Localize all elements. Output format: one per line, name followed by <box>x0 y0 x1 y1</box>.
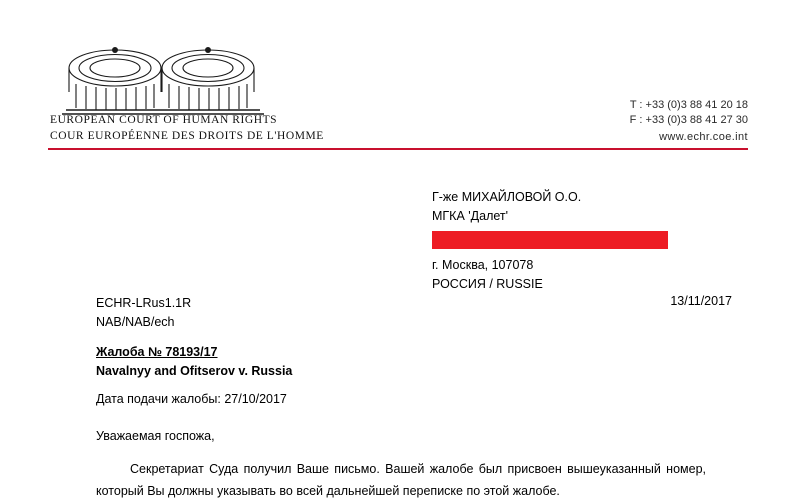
phone-line: T : +33 (0)3 88 41 20 18 <box>629 99 748 111</box>
fax-line: F : +33 (0)3 88 41 27 30 <box>629 114 748 126</box>
redaction-bar <box>432 231 668 249</box>
echr-court-building-logo <box>48 30 288 122</box>
case-filing-date: Дата подачи жалобы: 27/10/2017 <box>96 392 287 406</box>
header-divider <box>48 148 748 150</box>
reference-initials: NAB/NAB/ech <box>96 315 175 329</box>
letter-date: 13/11/2017 <box>670 294 732 308</box>
organisation-names <box>50 112 350 144</box>
addressee-city: г. Москва, 107078 <box>432 258 534 272</box>
case-block <box>96 343 292 381</box>
org-name-fr: COUR EUROPÉENNE DES DROITS DE L'HOMME <box>50 130 324 142</box>
addressee-block <box>432 188 668 294</box>
org-name-en: EUROPEAN COURT OF HUMAN RIGHTS <box>50 114 278 126</box>
website-line: www.echr.coe.int <box>659 131 748 143</box>
addressee-organisation: МГКА 'Далет' <box>432 209 509 223</box>
reference-code: ECHR-LRus1.1R <box>96 296 192 310</box>
contact-block <box>630 98 748 145</box>
addressee-country: РОССИЯ / RUSSIE <box>432 277 543 291</box>
reference-block <box>96 294 191 332</box>
paragraph-1-text: Секретариат Суда получил Ваше письмо. Вашей жалобе был присвоен вышеуказанный номер, который Вы должны указывать во всей дальнейшей переписке по этой жалобе. <box>96 462 706 498</box>
case-title: Navalnyy and Ofitserov v. Russia <box>96 364 293 378</box>
letterhead <box>48 30 748 150</box>
letter-paragraph-1 <box>96 458 706 502</box>
addressee-name: Г-же МИХАЙЛОВОЙ О.О. <box>432 190 582 204</box>
salutation: Уважаемая госпожа, <box>96 429 215 443</box>
case-number: Жалоба № 78193/17 <box>96 345 218 359</box>
